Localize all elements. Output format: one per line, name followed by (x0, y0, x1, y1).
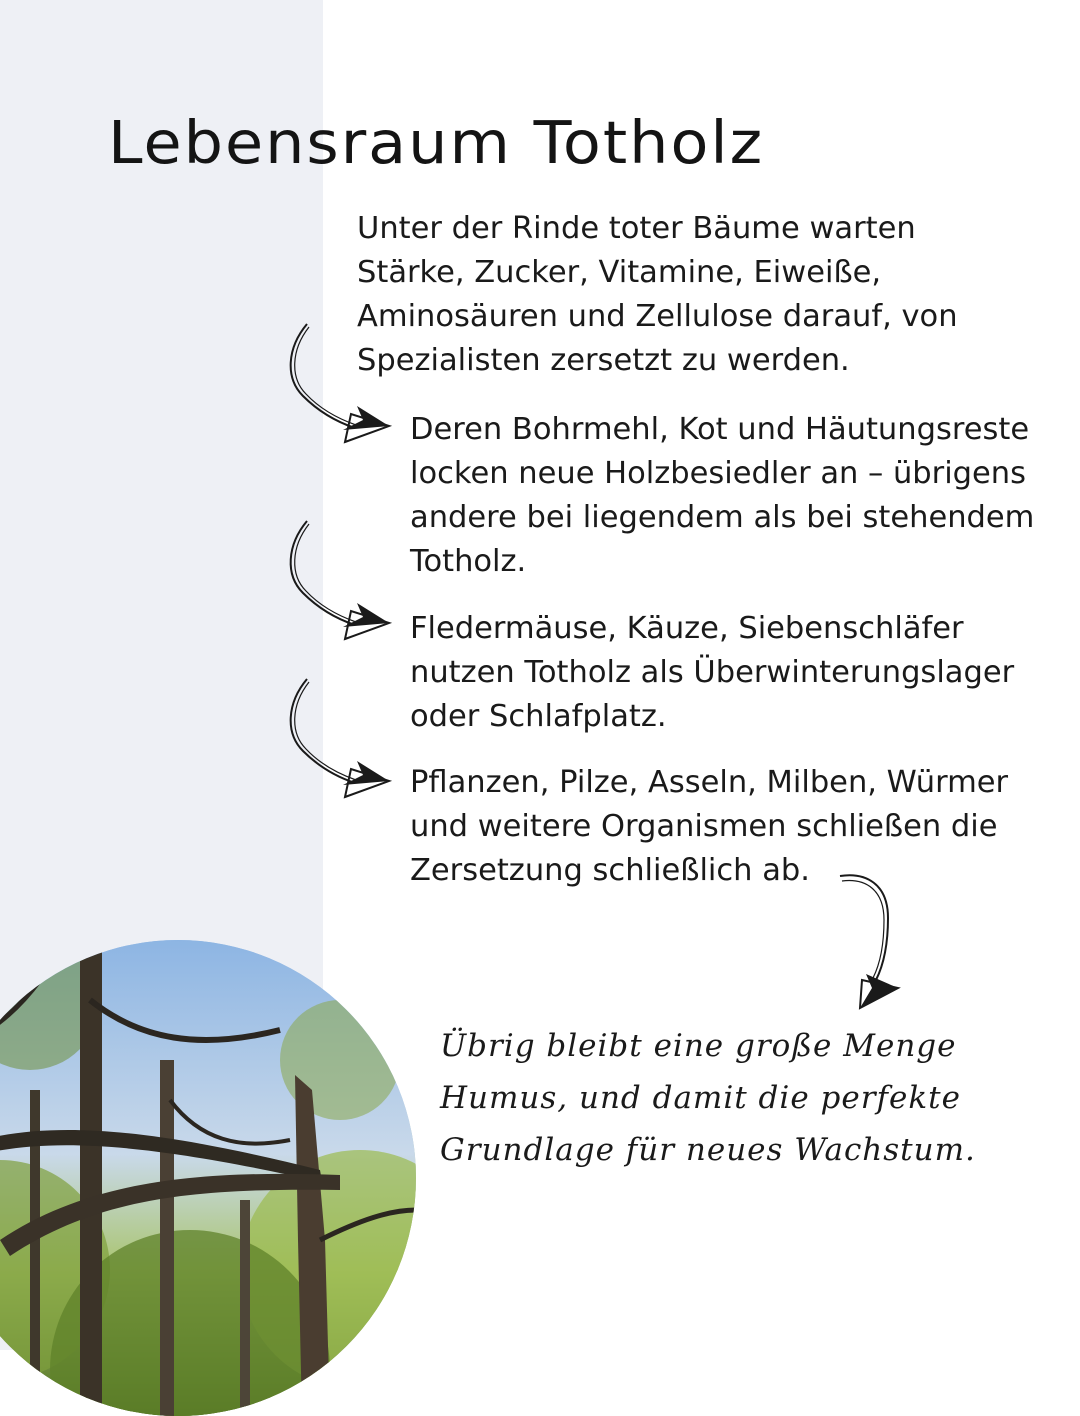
forest-deadwood-photo (0, 940, 416, 1416)
hand-drawn-arrow-icon (285, 673, 395, 803)
step-paragraph-1: Deren Bohrmehl, Kot und Häutungsreste locken neue Holzbesiedler an – übrigens andere bei liegendem als bei stehendem Totholz. (410, 412, 1035, 579)
closing-text: Übrig bleibt eine große Menge Humus, und damit die perfekte Grundlage für neues Wachstum. (440, 1028, 976, 1168)
hand-drawn-arrow-icon (285, 318, 395, 448)
hand-drawn-arrow-icon (285, 515, 395, 645)
hand-drawn-arrow-icon (836, 868, 916, 1018)
step-paragraph-2: Fledermäuse, Käuze, Siebenschläfer nutzen Totholz als Überwinterungslager oder Schlafplatz. (410, 611, 1015, 734)
step-paragraph-3: Pflanzen, Pilze, Asseln, Milben, Würmer und weitere Organismen schließen die Zersetzung schließlich ab. (410, 765, 1009, 888)
page-title: Lebensraum Totholz (108, 108, 765, 178)
intro-paragraph: Unter der Rinde toter Bäume warten Stärke, Zucker, Vitamine, Eiweiße, Aminosäuren und Zellulose darauf, von Spezialisten zersetzt zu werden. (357, 211, 958, 378)
